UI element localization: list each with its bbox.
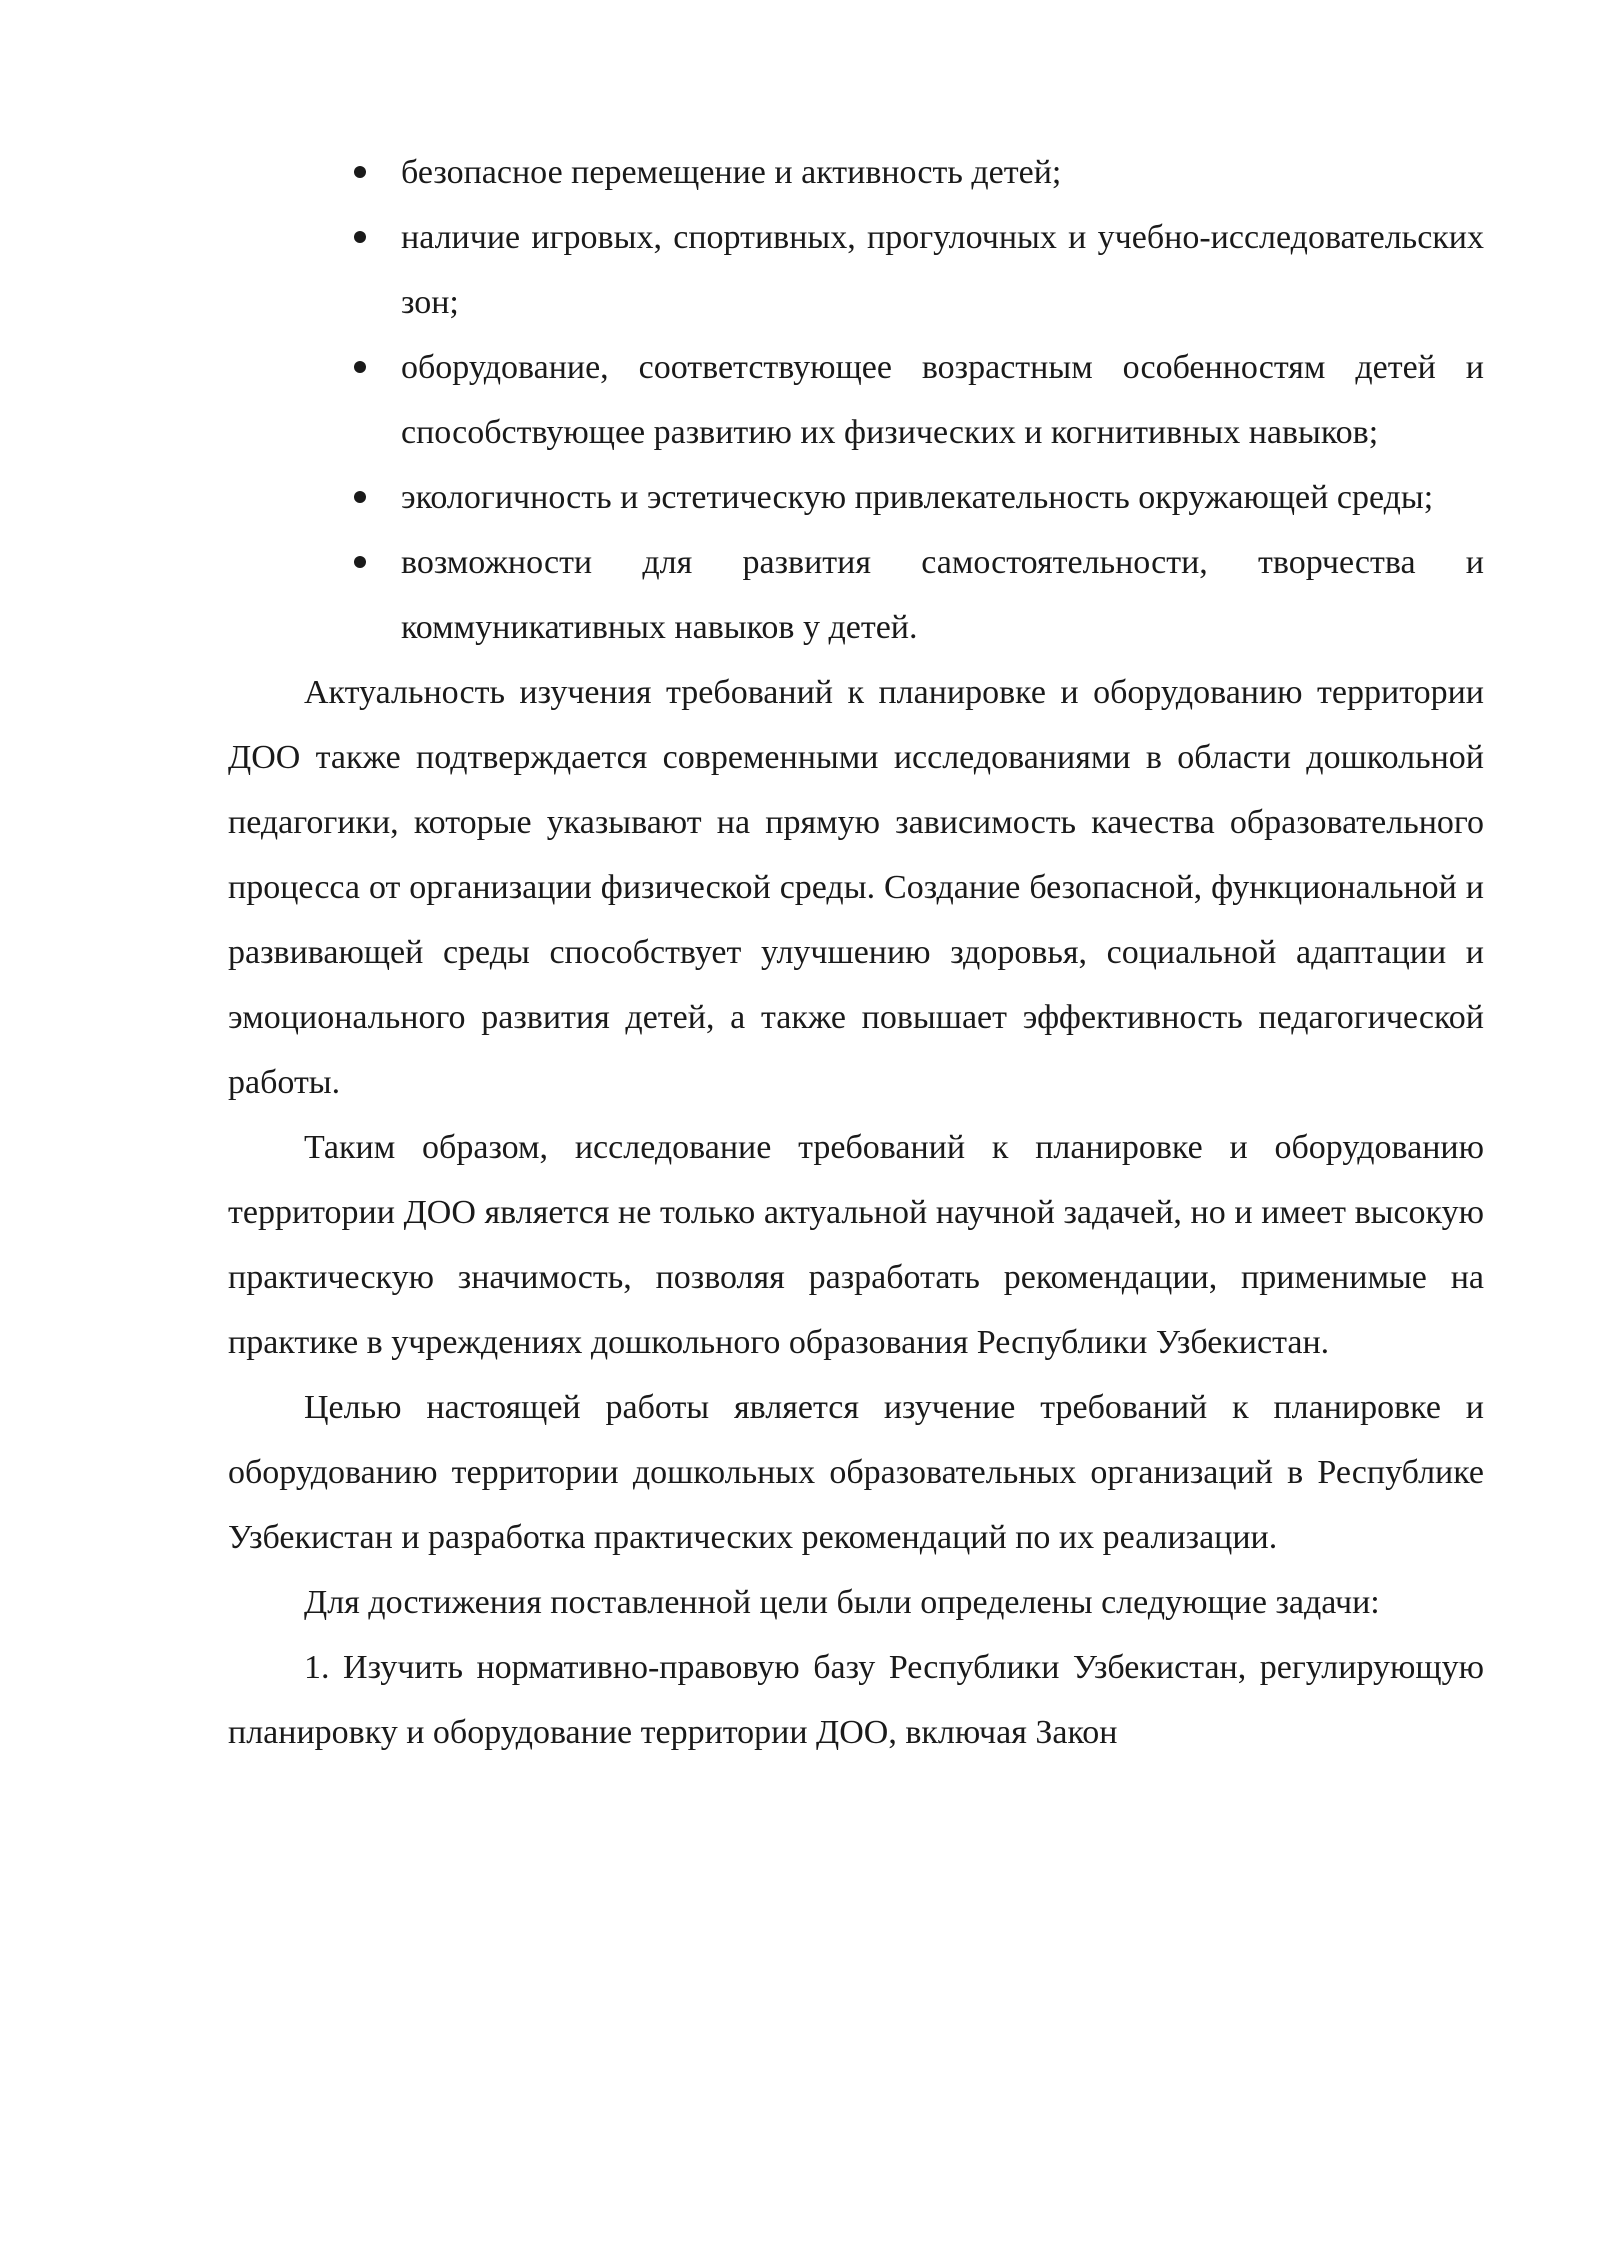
bullet-icon [354, 166, 366, 178]
bullet-icon [354, 361, 366, 373]
list-item [228, 140, 1484, 205]
paragraph-goal: Целью настоящей работы является изучение требований к планировке и оборудованию территории дошкольных образовательных организаций в Республике Узбекистан и разработка практических рекомендаций по их реализации. [228, 1389, 1484, 1556]
document-body [228, 140, 1484, 1765]
list-item-text: оборудование, соответствующее возрастным особенностям детей и способствующее развитию их физических и когнитивных навыков; [401, 349, 1484, 451]
bullet-icon [354, 231, 366, 243]
bullet-icon [354, 556, 366, 568]
paragraph-task-1: 1. Изучить нормативно-правовую базу Республики Узбекистан, регулирующую планировку и оборудование территории ДОО, включая Закон [228, 1649, 1484, 1751]
bullet-icon [354, 491, 366, 503]
list-item-text: возможности для развития самостоятельности, творчества и коммуникативных навыков у детей. [401, 544, 1484, 646]
list-item [228, 465, 1484, 530]
list-item [228, 335, 1484, 465]
list-item-text: экологичность и эстетическую привлекательность окружающей среды; [401, 479, 1434, 516]
bullet-list [228, 140, 1484, 660]
paragraph-relevance: Актуальность изучения требований к планировке и оборудованию территории ДОО также подтверждается современными исследованиями в области дошкольной педагогики, которые указывают на прямую зависимость качества образовательного процесса от организации физической среды. Создание безопасной, функциональной и развивающей среды способствует улучшению здоровья, социальной адаптации и эмоционального развития детей, а также повышает эффективность педагогической работы. [228, 674, 1484, 1101]
paragraph-tasks-intro: Для достижения поставленной цели были определены следующие задачи: [304, 1584, 1380, 1621]
list-item [228, 530, 1484, 660]
list-item [228, 205, 1484, 335]
list-item-text: наличие игровых, спортивных, прогулочных и учебно-исследовательских зон; [401, 219, 1484, 321]
list-item-text: безопасное перемещение и активность детей; [401, 154, 1062, 191]
paragraph-conclusion: Таким образом, исследование требований к планировке и оборудованию территории ДОО является не только актуальной научной задачей, но и имеет высокую практическую значимость, позволяя разработать рекомендации, применимые на практике в учреждениях дошкольного образования Республики Узбекистан. [228, 1129, 1484, 1361]
